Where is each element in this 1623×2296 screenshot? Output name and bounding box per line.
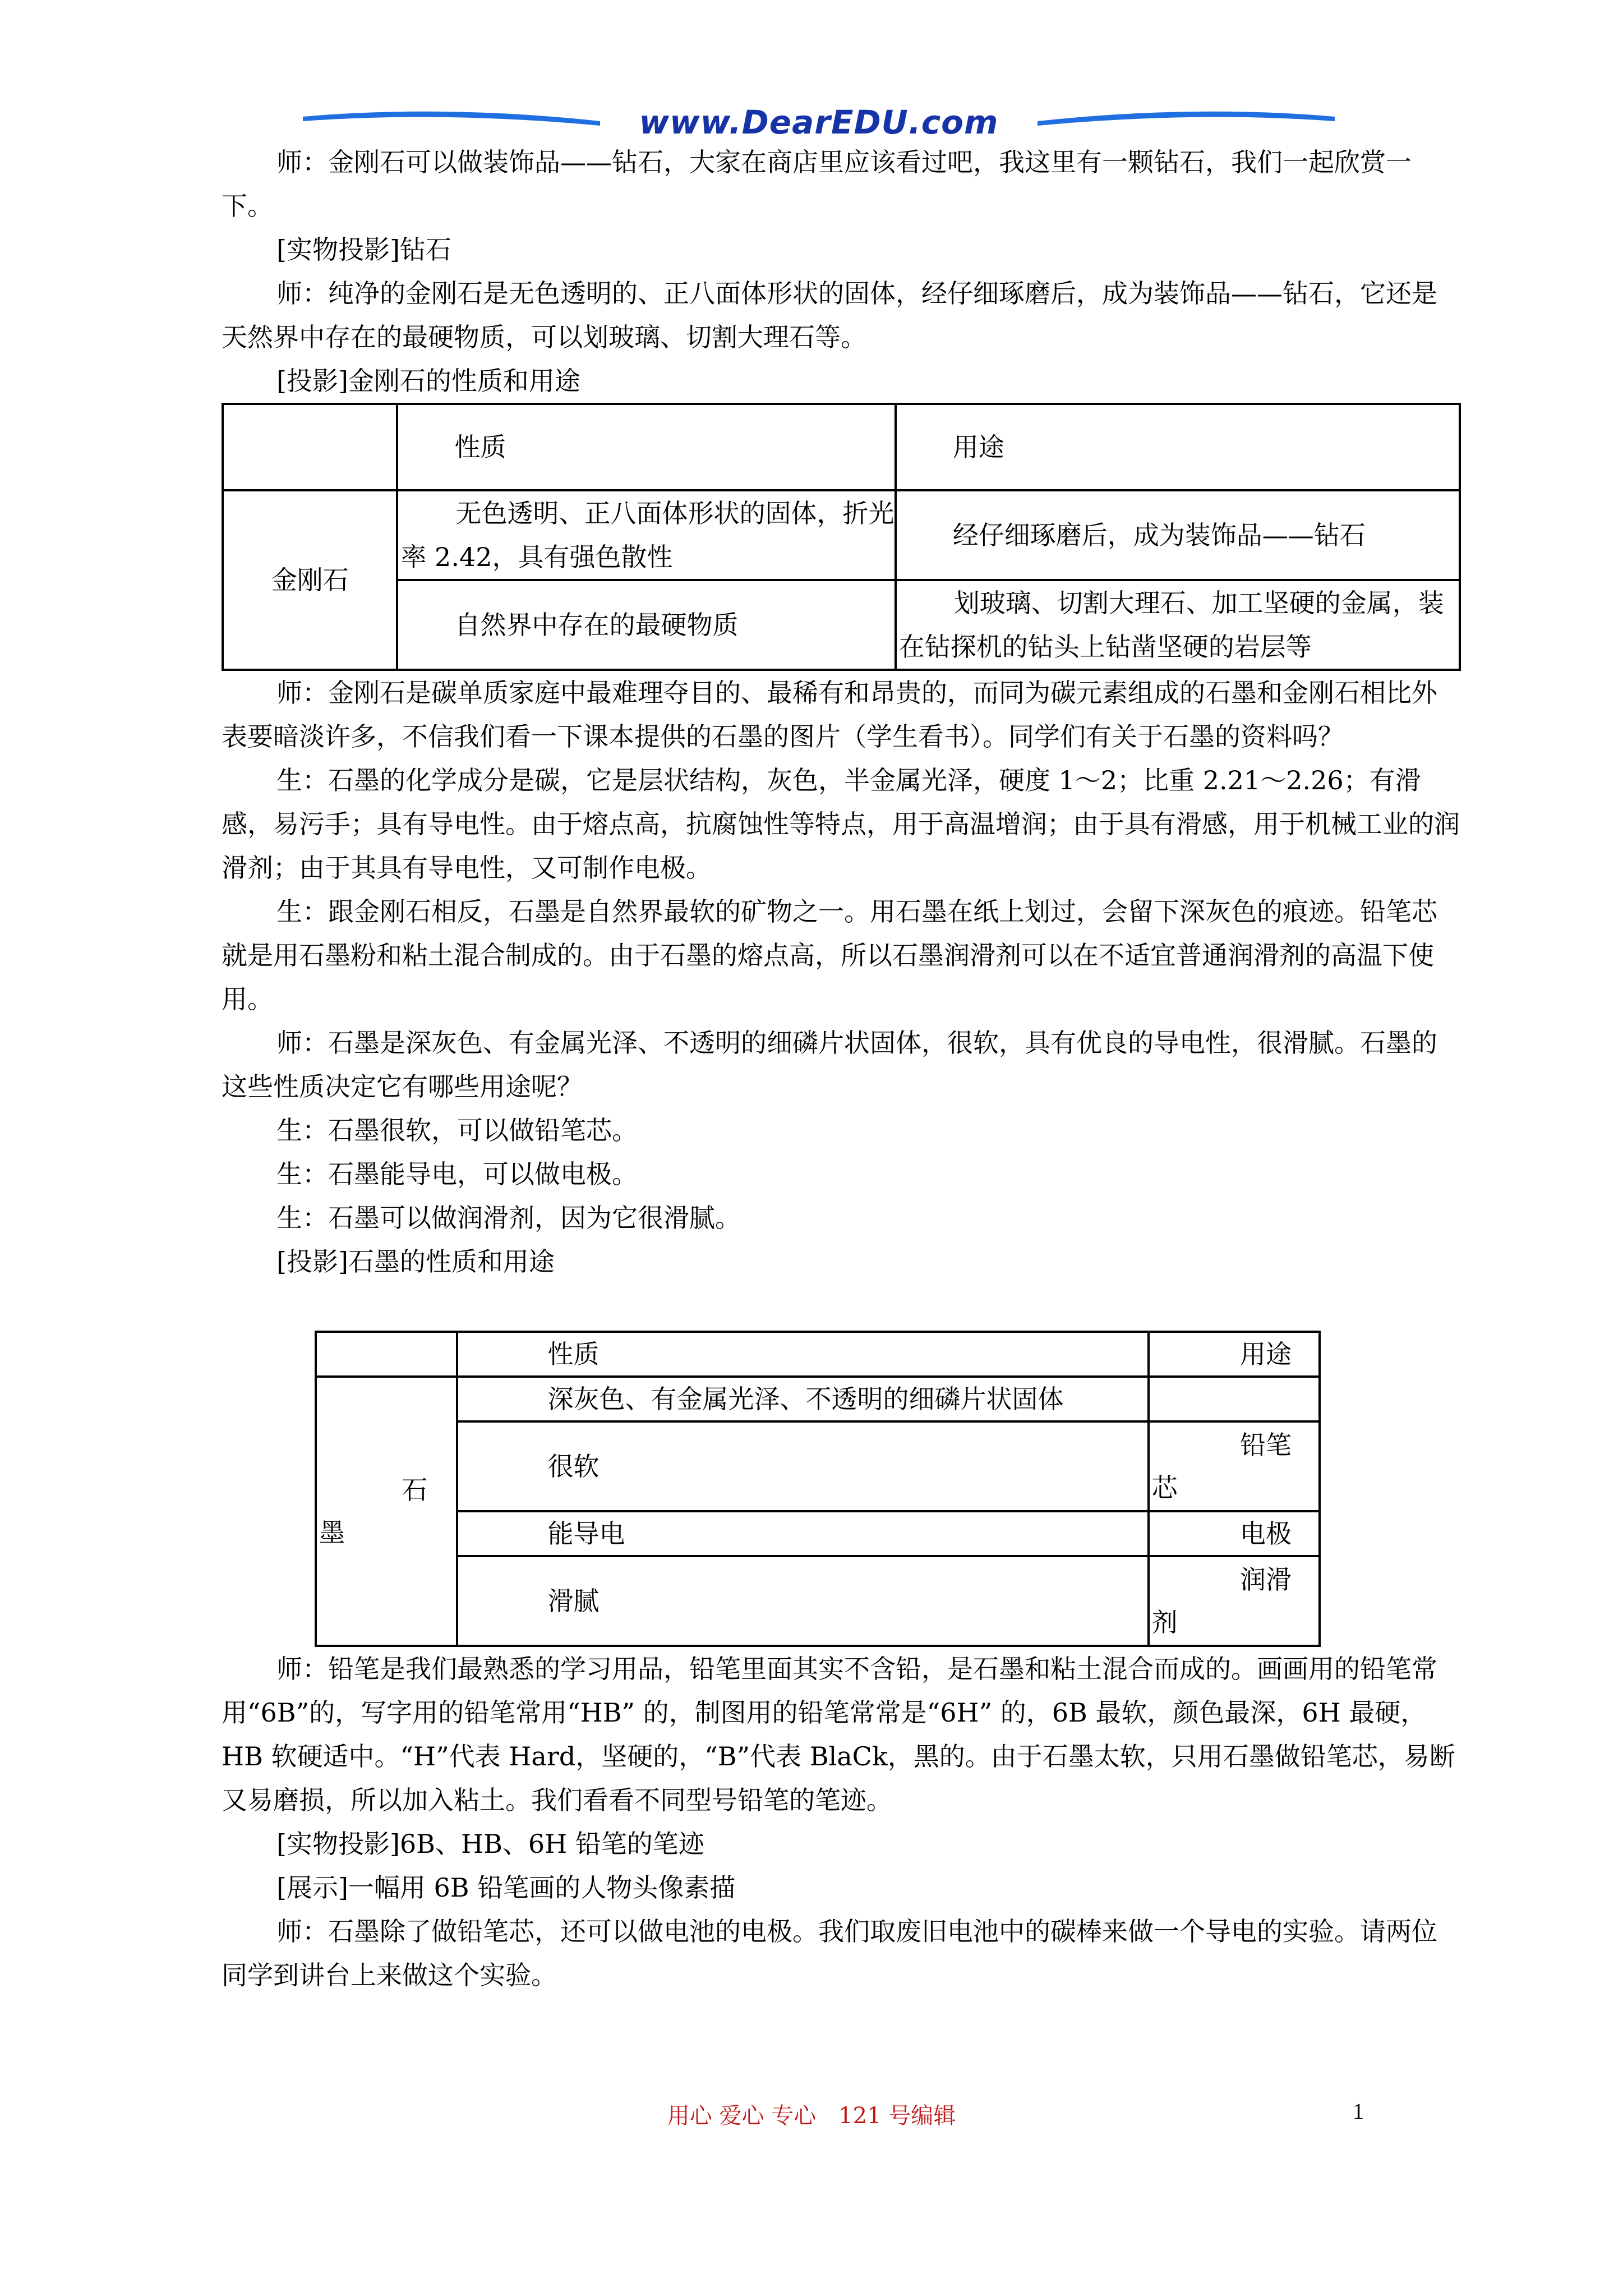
paragraph: 生：跟金刚石相反，石墨是自然界最软的矿物之一。用石墨在纸上划过，会留下深灰色的痕迹。铅笔芯就是用石墨粉和粘土混合制成的。由于石墨的熔点高，所以石墨润滑剂可以在不适宜普通润滑剂的高温下使用。: [222, 896, 1437, 1014]
paragraph: 师：纯净的金刚石是无色透明的、正八面体形状的固体，经仔细琢磨后，成为装饰品——钻石，它还是天然界中存在的最硬物质，可以划玻璃、切割大理石等。: [222, 278, 1437, 352]
table-corner-cell: [316, 1332, 457, 1377]
diamond-properties-table: [222, 403, 1461, 671]
paragraph: 师：铅笔是我们最熟悉的学习用品，铅笔里面其实不含铅，是石墨和粘土混合而成的。画画用的铅笔常用“6B”的，写字用的铅笔常用“HB” 的，制图用的铅笔常常是“6H” 的，6B 最软，颜色最深，6H 最硬，HB 软硬适中。“H”代表 Hard，坚硬的，“B”代表 BlaCk，黑的。由于石墨太软，只用石墨做铅笔芯，易断又易磨损，所以加入粘土。我们看看不同型号铅笔的笔迹。: [222, 1654, 1455, 1815]
document-body: [222, 140, 1461, 1997]
use-cell: [1149, 1421, 1320, 1511]
table-header-row: [223, 404, 1460, 490]
use-cell: [1149, 1556, 1320, 1646]
row-label-diamond: 金刚石: [223, 490, 397, 670]
table-row: [316, 1511, 1320, 1556]
row-label-graphite: [316, 1377, 457, 1646]
header-property: 性质: [397, 404, 895, 490]
use-cell: 电极: [1149, 1511, 1320, 1556]
paragraph: 师：石墨除了做铅笔芯，还可以做电池的电极。我们取废旧电池中的碳棒来做一个导电的实验。请两位同学到讲台上来做这个实验。: [222, 1916, 1437, 1990]
table-corner-cell: [223, 404, 397, 490]
paragraph: [展示]一幅用 6B 铅笔画的人物头像素描: [276, 1872, 736, 1903]
table-row: [223, 490, 1460, 580]
paragraph: 生：石墨可以做润滑剂，因为它很滑腻。: [276, 1203, 741, 1233]
site-url: www.DearEDU.com: [639, 103, 999, 141]
table-row: [316, 1377, 1320, 1421]
paragraph: 生：石墨很软，可以做铅笔芯。: [276, 1115, 638, 1145]
header-use: 用途: [896, 404, 1460, 490]
property-cell: 很软: [457, 1421, 1149, 1511]
paragraph: [投影]石墨的性质和用途: [276, 1246, 555, 1277]
use-cell: 经仔细琢磨后，成为装饰品——钻石: [896, 490, 1460, 580]
use-line: 铅笔: [1240, 1430, 1292, 1460]
paragraph: [实物投影]钻石: [276, 234, 451, 265]
paragraph: 师：金刚石是碳单质家庭中最难理夺目的、最稀有和昂贵的，而同为碳元素组成的石墨和金刚石相比外表要暗淡许多，不信我们看一下课本提供的石墨的图片（学生看书）。同学们有关于石墨的资料吗？: [222, 678, 1437, 752]
table-row: [316, 1421, 1320, 1511]
use-cell: 划玻璃、切割大理石、加工坚硬的金属，装在钻探机的钻头上钻凿坚硬的岩层等: [896, 580, 1460, 670]
label-shi: 石: [402, 1475, 428, 1505]
paragraph: 生：石墨能导电，可以做电极。: [276, 1159, 638, 1189]
paragraph: [实物投影]6B、HB、6H 铅笔的笔迹: [276, 1829, 704, 1859]
paragraph: 师：金刚石可以做装饰品——钻石，大家在商店里应该看过吧，我这里有一颗钻石，我们一起欣赏一下。: [222, 147, 1412, 221]
site-header: [303, 100, 1335, 145]
use-cell: [1149, 1377, 1320, 1421]
property-cell: 深灰色、有金属光泽、不透明的细磷片状固体: [457, 1377, 1149, 1421]
header-use: 用途: [1149, 1332, 1320, 1377]
table-row: [316, 1556, 1320, 1646]
page-number: 1: [1353, 2099, 1364, 2124]
header-property: 性质: [457, 1332, 1149, 1377]
property-cell: 自然界中存在的最硬物质: [397, 580, 895, 670]
paragraph: 师：石墨是深灰色、有金属光泽、不透明的细磷片状固体，很软，具有优良的导电性，很滑腻。石墨的这些性质决定它有哪些用途呢？: [222, 1028, 1437, 1102]
property-cell: 无色透明、正八面体形状的固体，折光率 2.42，具有强色散性: [397, 490, 895, 580]
paragraph: [投影]金刚石的性质和用途: [276, 366, 580, 396]
use-line: 剂: [1151, 1607, 1178, 1637]
use-line: 芯: [1151, 1473, 1178, 1503]
table-row: [223, 580, 1460, 670]
use-line: 润滑: [1240, 1565, 1292, 1595]
table-header-row: [316, 1332, 1320, 1377]
label-mo: 墨: [319, 1517, 345, 1548]
property-cell: 能导电: [457, 1511, 1149, 1556]
paragraph: 生：石墨的化学成分是碳，它是层状结构，灰色，半金属光泽，硬度 1～2；比重 2.21～2.26；有滑感，易污手；具有导电性。由于熔点高，抗腐蚀性等特点，用于高温增润；由于具有滑感，用于机械工业的润滑剂；由于其具有导电性，又可制作电极。: [222, 765, 1460, 883]
page-footer: 用心 爱心 专心 121 号编辑: [667, 2103, 956, 2129]
property-cell: 滑腻: [457, 1556, 1149, 1646]
graphite-properties-table: [315, 1331, 1321, 1647]
